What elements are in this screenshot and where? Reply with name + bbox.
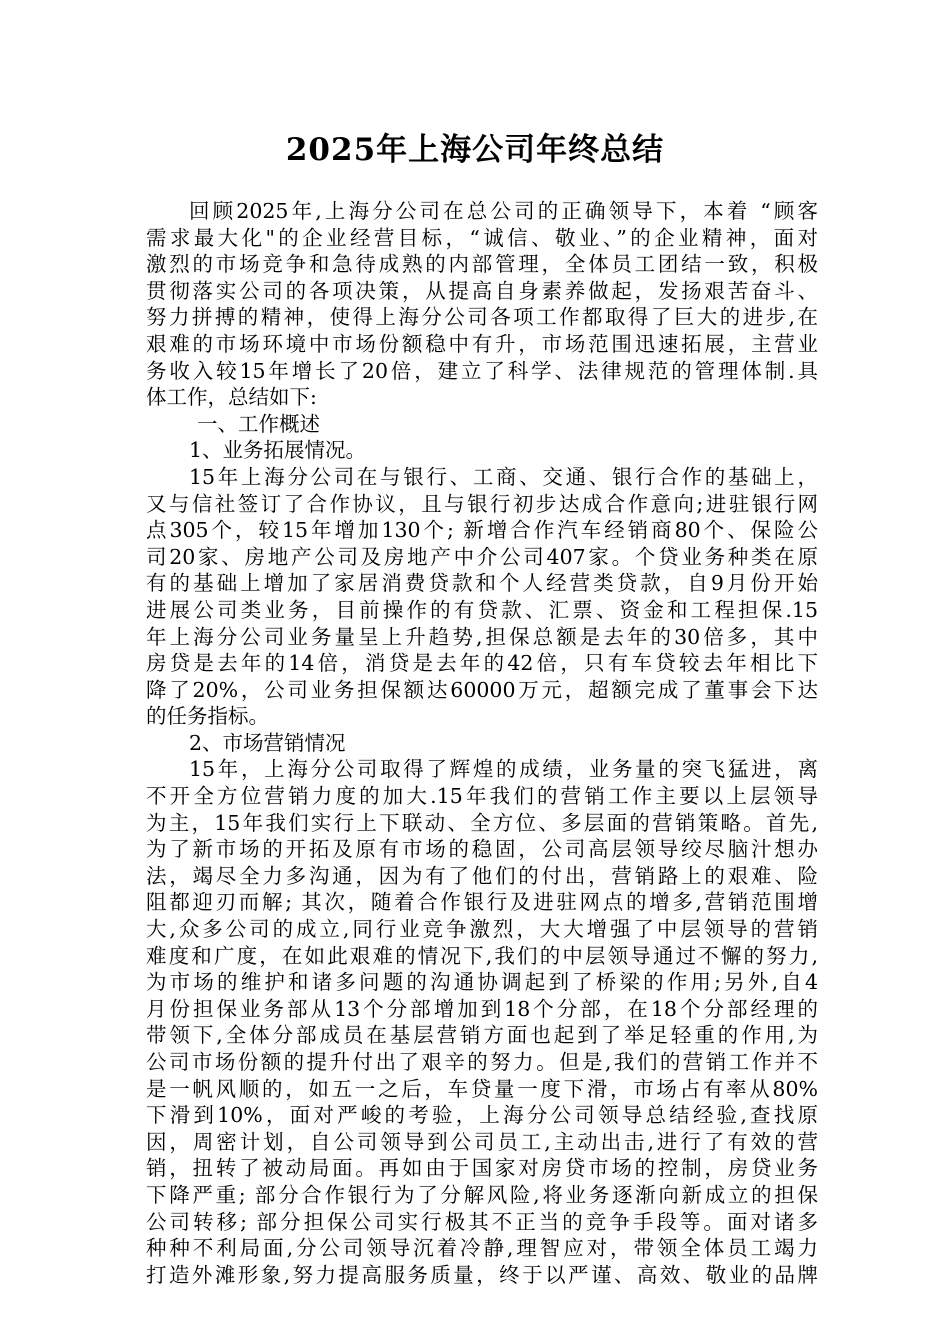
text-line: 有的基础上增加了家居消费贷款和个人经营类贷款，自9月份开始	[146, 571, 818, 596]
text-line: 不开全方位营销力度的加大.15年我们的营销工作主要以上层领导	[146, 784, 818, 809]
text-line: 下降严重; 部分合作银行为了分解风险,将业务逐渐向新成立的担保	[146, 1182, 818, 1207]
text-line: 难度和广度，在如此艰难的情况下,我们的中层领导通过不懈的努力,	[146, 943, 818, 968]
text-line: 大,众多公司的成立,同行业竞争激烈，大大增强了中层领导的营销	[146, 917, 818, 942]
text-line: 2、市场营销情况	[189, 730, 346, 755]
text-line: 带领下,全体分部成员在基层营销方面也起到了举足轻重的作用,为	[146, 1023, 818, 1048]
text-line: 销，扭转了被动局面。再如由于国家对房贷市场的控制，房贷业务	[146, 1156, 818, 1181]
text-line: 又与信社签订了合作协议，且与银行初步达成合作意向;进驻银行网	[146, 491, 818, 516]
text-line: 降了20%，公司业务担保额达60000万元，超额完成了董事会下达	[146, 677, 818, 702]
text-line: 为主，15年我们实行上下联动、全方位、多层面的营销策略。首先,	[146, 810, 818, 835]
text-line: 为市场的维护和诸多问题的沟通协调起到了桥梁的作用;另外,自4	[146, 970, 818, 995]
text-line: 是一帆风顺的，如五一之后，车贷量一度下滑，市场占有率从80%	[146, 1076, 818, 1101]
text-line: 年上海分公司业务量呈上升趋势,担保总额是去年的30倍多，其中	[146, 624, 818, 649]
text-line: 艰难的市场环境中市场份额稳中有升，市场范围迅速拓展，主营业	[146, 331, 818, 356]
text-line: 激烈的市场竞争和急待成熟的内部管理，全体员工团结一致，积极	[146, 252, 818, 277]
text-line: 贯彻落实公司的各项决策，从提高自身素养做起，发扬艰苦奋斗、	[146, 278, 818, 303]
text-line: 为了新市场的开拓及原有市场的稳固，公司高层领导绞尽脑汁想办	[146, 837, 818, 862]
text-line: 进展公司类业务，目前操作的有贷款、汇票、资金和工程担保.15	[146, 597, 818, 622]
text-line: 务收入较15年增长了20倍，建立了科学、法律规范的管理体制.具	[146, 358, 818, 383]
text-line: 打造外滩形象,努力提高服务质量，终于以严谨、高效、敬业的品牌	[146, 1262, 818, 1287]
text-line: 法，竭尽全力多沟通，因为有了他们的付出，营销路上的艰难、险	[146, 863, 818, 888]
text-line: 司20家、房地产公司及房地产中介公司407家。个贷业务种类在原	[146, 544, 818, 569]
text-line: 点305个，较15年增加130个; 新增合作汽车经销商80个、保险公	[146, 518, 818, 543]
text-line: 15年，上海分公司取得了辉煌的成绩，业务量的突飞猛进，离	[189, 757, 818, 782]
text-line: 阻都迎刃而解; 其次，随着合作银行及进驻网点的增多,营销范围增	[146, 890, 818, 915]
text-line: 的任务指标。	[146, 704, 269, 729]
text-line: 下滑到10%，面对严峻的考验，上海分公司领导总结经验,查找原	[146, 1103, 818, 1128]
text-line: 体工作，总结如下:	[146, 385, 317, 410]
text-line: 因，周密计划，自公司领导到公司员工,主动出击,进行了有效的营	[146, 1129, 818, 1154]
text-line: 公司市场份额的提升付出了艰辛的努力。但是,我们的营销工作并不	[146, 1050, 818, 1074]
text-line: 努力拼搏的精神，使得上海分公司各项工作都取得了巨大的进步,在	[146, 305, 818, 330]
text-line: 回顾2025年,上海分公司在总公司的正确领导下，本着 “顾客	[189, 199, 818, 223]
text-line: 月份担保业务部从13个分部增加到18个分部，在18个分部经理的	[146, 996, 818, 1021]
text-line: 需求最大化"的企业经营目标，“诚信、敬业、”的企业精神，面对	[146, 225, 818, 250]
text-line: 公司转移; 部分担保公司实行极其不正当的竞争手段等。面对诸多	[146, 1209, 818, 1234]
text-line: 一、工作概述	[197, 411, 320, 436]
document-body	[146, 198, 818, 1288]
document-title: 2025年上海公司年终总结	[285, 132, 665, 168]
text-line: 15年上海分公司在与银行、工商、交通、银行合作的基础上，	[189, 464, 818, 489]
text-line: 1、业务拓展情况。	[189, 438, 367, 463]
text-line: 房贷是去年的14倍，消贷是去年的42倍，只有车贷较去年相比下	[146, 651, 818, 676]
text-line: 种种不利局面,分公司领导沉着冷静,理智应对，带领全体员工竭力	[146, 1236, 818, 1261]
